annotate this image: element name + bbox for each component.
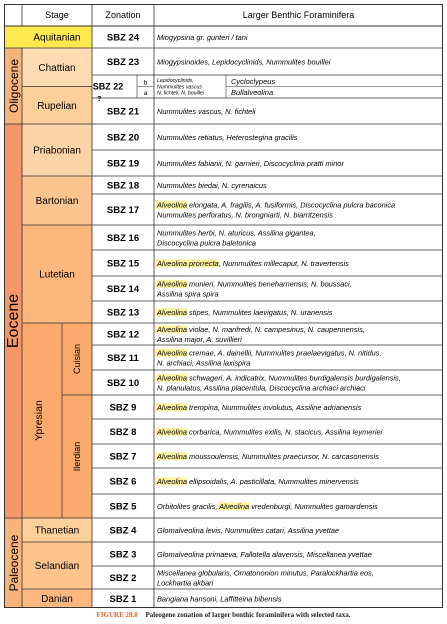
substage-label-cuisian: Cuisian: [72, 343, 82, 375]
taxon-text: cremae, A. dainellii, Nummulites praelaevigatus, N. nitidus,: [187, 348, 382, 358]
zone-sbz-4-taxa-line: [157, 526, 339, 535]
figure-number: FIGURE 28.8: [96, 611, 138, 619]
zone-sbz-1-id: SBZ 1: [109, 594, 137, 605]
zone-sbz-6-taxa-line: [156, 477, 359, 486]
stage-label-priabonian: Priabonian: [33, 145, 81, 157]
stage-label-aquitanian: Aquitanian: [33, 32, 81, 44]
taxon-text: moussoulensis, Nummulites praecursor, N. carcasonensis: [187, 451, 379, 461]
highlighted-taxon: Alveolina: [157, 476, 187, 486]
zone-sbz-10-taxa-line: [157, 383, 366, 392]
zone-sbz-22-right-a: Bullalveolina: [231, 88, 274, 97]
taxon-text: Bangiana hansoni, Laffitteina bibensis: [157, 594, 282, 604]
zone-sbz-12-taxa-line: [156, 335, 242, 344]
highlighted-taxon: Alveolina: [157, 402, 187, 412]
zone-sbz-6-id: SBZ 6: [109, 476, 137, 488]
taxon-text: elongata, A. fragilis, A. fusiformis, Discocyclina pulcra baconica: [187, 200, 396, 210]
aquitanian-epoch-fill: [4, 26, 22, 48]
zone-sbz-1-taxa-line: [157, 594, 282, 603]
zone-sbz-16-id: SBZ 16: [106, 233, 140, 244]
header-stage: Stage: [45, 10, 69, 20]
zone-sbz-19-taxa-line: [157, 159, 344, 168]
taxon-text: Nummulites perforatus, N. brongniarti, N. biarritzensis: [157, 210, 333, 220]
taxon-text: Miogypsina gr. gunteri / tani: [157, 32, 248, 42]
zone-sbz-16-taxa-line: [157, 238, 256, 247]
taxon-text: vredenburgi, Nummulites gamardensis: [249, 501, 378, 511]
highlighted-taxon: prorrecta: [187, 258, 219, 268]
zone-sbz-17-taxa-line: [156, 200, 395, 209]
zone-sbz-14-taxa-line: [156, 279, 352, 288]
zone-sbz-7-taxa-line: [156, 452, 379, 461]
zone-sbz-22-question-mark: ?: [97, 94, 102, 103]
taxon-text: Orbitolites gracilis,: [157, 501, 220, 511]
taxon-text: violae, N. manfredi, N. campesinus, N. caupennensis,: [187, 324, 365, 334]
stage-label-chattian: Chattian: [38, 62, 76, 74]
zone-sbz-23-id: SBZ 23: [106, 57, 140, 68]
zone-sbz-10-id: SBZ 10: [106, 378, 140, 389]
highlighted-taxon: Alveolina: [157, 279, 187, 289]
zone-sbz-17-taxa-line: [157, 210, 333, 219]
zone-sbz-5-taxa-line: [157, 502, 378, 511]
zone-sbz-5-id: SBZ 5: [109, 501, 137, 513]
highlighted-taxon: Alveolina: [157, 348, 187, 358]
zone-sbz-12-taxa-line: [156, 325, 365, 334]
sbz22-left-line: N. fichteli, N. bouillei: [157, 90, 204, 97]
zone-sbz-7-id: SBZ 7: [109, 451, 137, 463]
zone-sbz-14-taxa-line: [156, 289, 219, 298]
zone-sbz-22-sub-a: a: [143, 90, 148, 97]
zone-sbz-22-right-b: Cycloclypeus: [231, 77, 276, 86]
taxon-text: schwageri, A. indicatrix, Nummulites burdigalensis burdigalensis,: [187, 373, 401, 383]
zone-sbz-2-taxa-line: [157, 568, 374, 577]
taxon-text: Lockhartia akbari: [157, 578, 214, 588]
sbz22-left-line: Lepidocyclinids,: [157, 78, 194, 84]
zonation-figure: [4, 4, 443, 608]
zone-sbz-21-id: SBZ 21: [106, 106, 140, 118]
figure-caption: [0, 611, 447, 619]
zone-sbz-18-taxa-line: [157, 181, 267, 190]
taxon-text: Miogypsinoides, Lepidocyclinids, Nummulites bouillei: [157, 57, 331, 67]
zone-sbz-24-taxa-line: [157, 33, 248, 42]
highlighted-taxon: Alveolina: [157, 200, 187, 210]
highlighted-taxon: Alveolina: [157, 258, 187, 268]
stage-label-ypresian: Ypresian: [33, 400, 45, 441]
highlighted-taxon: Alveolina: [219, 501, 250, 511]
zone-sbz-15-id: SBZ 15: [106, 258, 140, 270]
zone-sbz-2-id: SBZ 2: [109, 573, 137, 584]
epoch-label-oligocene: Oligocene: [7, 58, 21, 114]
zone-sbz-3-id: SBZ 3: [109, 549, 137, 561]
zone-sbz-11-taxa-line: [156, 348, 381, 357]
zone-sbz-11-taxa-line: [157, 358, 250, 367]
taxon-text: Nummulites vascus, N. fichteli: [157, 106, 256, 116]
taxon-text: Glomalveolina levis, Nummulites catari, Assilina yvettae: [157, 525, 340, 535]
taxon-text: ellipsoidalis, A. pasticillata, Nummulites minervensis: [187, 476, 359, 486]
zone-sbz-9-id: SBZ 9: [109, 402, 137, 414]
stage-label-danian: Danian: [41, 594, 73, 605]
substage-label-ilerdian: Ilerdian: [72, 441, 82, 472]
stage-label-rupelian: Rupelian: [37, 100, 77, 112]
taxon-text: N. planulatus, Assilina placentula, Discocyclina archiaci archiaci: [157, 383, 366, 393]
stage-label-bartonian: Bartonian: [35, 196, 79, 207]
taxon-text: Miscellanea globularis, Ornatononion minutus, Paralockhartia eos,: [157, 568, 374, 578]
zonation-table: [4, 4, 443, 608]
zone-sbz-4-id: SBZ 4: [109, 525, 137, 537]
zone-sbz-23-taxa-line: [157, 57, 331, 66]
sbz22-left-line: Nummulites vascus: [157, 84, 202, 91]
zone-sbz-15-taxa-line: [156, 259, 349, 268]
taxon-text: Nummulites fabianii, N. garnieri, Discocyclina pratti minor: [157, 158, 344, 168]
taxon-text: Discocyclina pulcra baletonica: [157, 238, 257, 248]
taxon-text: stipes, Nummulites laevigatus, N. uranensis: [187, 307, 333, 317]
zone-sbz-22-sub-b: b: [143, 79, 148, 87]
highlighted-taxon: Alveolina: [157, 324, 187, 334]
zone-sbz-24-id: SBZ 24: [106, 32, 140, 44]
header-foraminifera: Larger Benthic Foraminifera: [242, 10, 355, 20]
taxon-text: , Nummulites millecaput, N. travertensis: [218, 258, 349, 268]
zone-sbz-20-taxa-line: [157, 133, 298, 142]
epoch-label-eocene: Eocene: [5, 293, 22, 349]
taxon-text: trempina, Nummulites involutus, Assiline adrianensis: [187, 402, 362, 412]
zone-sbz-19-id: SBZ 19: [106, 158, 140, 170]
taxon-text: Glomalveolina primaeva, Fallotella alavensis, Miscellanea yvettae: [157, 549, 372, 559]
taxon-text: N. archiaci, Assilina laxispira: [157, 358, 251, 368]
taxon-text: Assilina spira spira: [157, 289, 219, 299]
figure-caption-text: Paleogene zonation of larger benthic foraminifera with selected taxa.: [145, 611, 351, 619]
zone-sbz-13-taxa-line: [156, 308, 333, 317]
zone-sbz-11-id: SBZ 11: [107, 353, 139, 364]
zone-sbz-3-taxa-line: [157, 550, 372, 559]
zone-sbz-14-id: SBZ 14: [106, 284, 140, 295]
zone-sbz-8-id: SBZ 8: [109, 427, 137, 438]
stage-label-thanetian: Thanetian: [34, 525, 80, 537]
zone-sbz-13-id: SBZ 13: [106, 307, 140, 319]
zone-sbz-20-id: SBZ 20: [106, 132, 140, 144]
zone-sbz-17-id: SBZ 17: [106, 205, 140, 216]
taxon-text: corbarica, Nummulites exilis, N. stacicus, Assilina leymeriei: [187, 427, 383, 437]
highlighted-taxon: Alveolina: [157, 373, 187, 383]
zone-sbz-16-taxa-line: [157, 228, 316, 237]
taxon-text: Assilina major, A. suvillieri: [157, 334, 242, 344]
zone-sbz-22-id: SBZ 22: [92, 81, 124, 92]
highlighted-taxon: Alveolina: [157, 427, 187, 437]
aquitanian-merge: [21, 27, 22, 48]
zone-sbz-10-taxa-line: [156, 373, 401, 382]
taxon-text: munieri, Nummulites beneharnensis, N. boussaci,: [187, 279, 352, 289]
zone-sbz-21-taxa-line: [157, 107, 256, 116]
highlighted-taxon: Alveolina: [157, 451, 187, 461]
taxon-text: Nummulites biedai, N. cyrenaicus: [157, 180, 267, 190]
stage-label-lutetian: Lutetian: [39, 269, 75, 281]
zone-sbz-9-taxa-line: [156, 403, 362, 412]
zone-sbz-18-id: SBZ 18: [106, 180, 140, 192]
zone-sbz-2-taxa-line: [157, 578, 214, 587]
zone-sbz-8-taxa-line: [156, 427, 383, 436]
highlighted-taxon: Alveolina: [157, 307, 187, 317]
zone-sbz-12-id: SBZ 12: [106, 329, 140, 341]
header-zonation: Zonation: [105, 10, 141, 20]
stage-label-selandian: Selandian: [34, 561, 80, 572]
taxon-text: Nummulites herbi, N. aturicus, Assilina gigantea,: [157, 228, 316, 238]
epoch-label-paleocene: Paleocene: [7, 534, 21, 592]
taxon-text: Nummulites retiatus, Heterostegina gracilis: [157, 132, 298, 142]
